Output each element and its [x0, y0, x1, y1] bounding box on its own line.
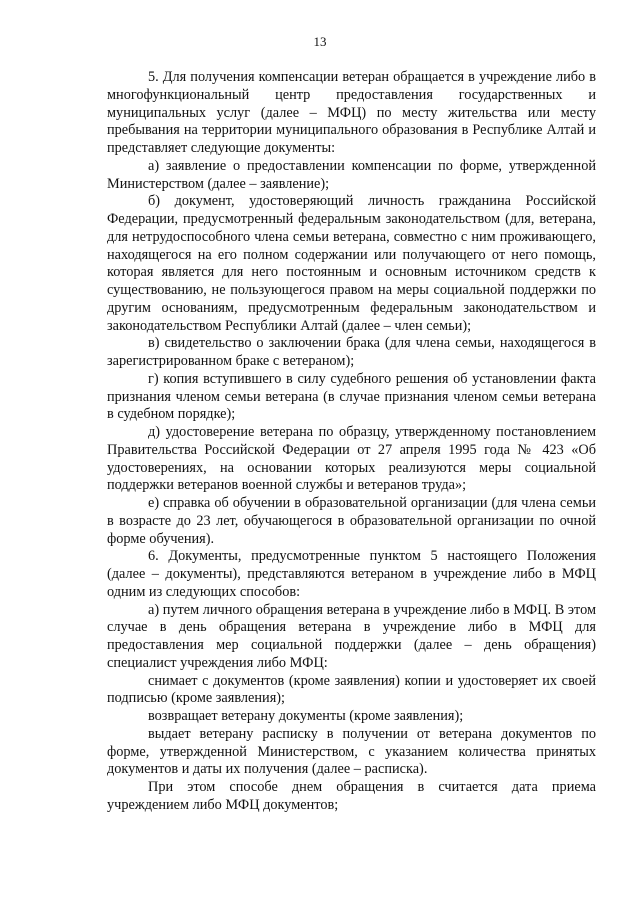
- paragraph-5d: д) удостоверение ветерана по образцу, утвержденному постановлением Правительства Российской Федерации от 27 апреля 1995 года № 423 «Об удостоверениях, на основании которых реализуются меры социальной поддержки ветеранов военной службы и ветеранов труда»;: [107, 424, 596, 494]
- paragraph-6a-copies: снимает с документов (кроме заявления) копии и удостоверяет их своей подписью (кроме заявления);: [107, 672, 596, 707]
- paragraph-5e: е) справка об обучении в образовательной организации (для члена семьи в возрасте до 23 лет, обучающегося в образовательной организации по очной форме обучения).: [107, 495, 596, 547]
- paragraph-5v: в) свидетельство о заключении брака (для члена семьи, находящегося в зарегистрированном браке с ветераном);: [107, 335, 596, 369]
- paragraph-6a-return: возвращает ветерану документы (кроме заявления);: [148, 708, 464, 724]
- paragraph-5b: б) документ, удостоверяющий личность гражданина Российской Федерации, предусмотренный федеральным законодательством (для, ветерана, для нетрудоспособного члена семьи ветерана, совместно с ним проживающего, находящегося на его полном содержании или получающего от него помощь, которая является для него постоянным и основным источником средств к существованию, не пользующегося правом на меры социальной поддержки по другим основаниям, предусмотренным федеральным законодательством и законодательством Республики Алтай (далее – член семьи);: [107, 193, 596, 334]
- paragraph-6-intro: 6. Документы, предусмотренные пунктом 5 настоящего Положения (далее – документы), представляются ветераном в учреждение либо в МФЦ одним из следующих способов:: [107, 548, 596, 600]
- page-number: 13: [313, 34, 327, 49]
- paragraph-6a-receipt: выдает ветерану расписку в получении от ветерана документов по форме, утвержденной Министерством, с указанием количества принятых документов и даты их получения (далее – расписка).: [107, 725, 596, 778]
- paragraph-5g: г) копия вступившего в силу судебного решения об установлении факта признания членом семьи ветерана (в случае признания членом семьи ветерана в судебном порядке);: [107, 370, 596, 423]
- paragraph-5a: а) заявление о предоставлении компенсации по форме, утвержденной Министерством (далее – заявление);: [107, 157, 596, 192]
- paragraph-6a: а) путем личного обращения ветерана в учреждение либо в МФЦ. В этом случае в день обращения ветерана в учреждение либо в МФЦ для предоставления мер социальной поддержки (далее – день обращения) специалист учреждения либо МФЦ:: [107, 601, 596, 671]
- paragraph-6a-date: При этом способе днем обращения в считается дата приема учреждением либо МФЦ документов;: [107, 779, 596, 813]
- paragraph-5-intro: 5. Для получения компенсации ветеран обращается в учреждение либо в многофункциональный центр предоставления государственных и муниципальных услуг (далее – МФЦ) по месту жительства или месту пребывания на территории муниципального образования в Республике Алтай и представляет следующие документы:: [107, 69, 596, 156]
- document-body: [107, 69, 596, 815]
